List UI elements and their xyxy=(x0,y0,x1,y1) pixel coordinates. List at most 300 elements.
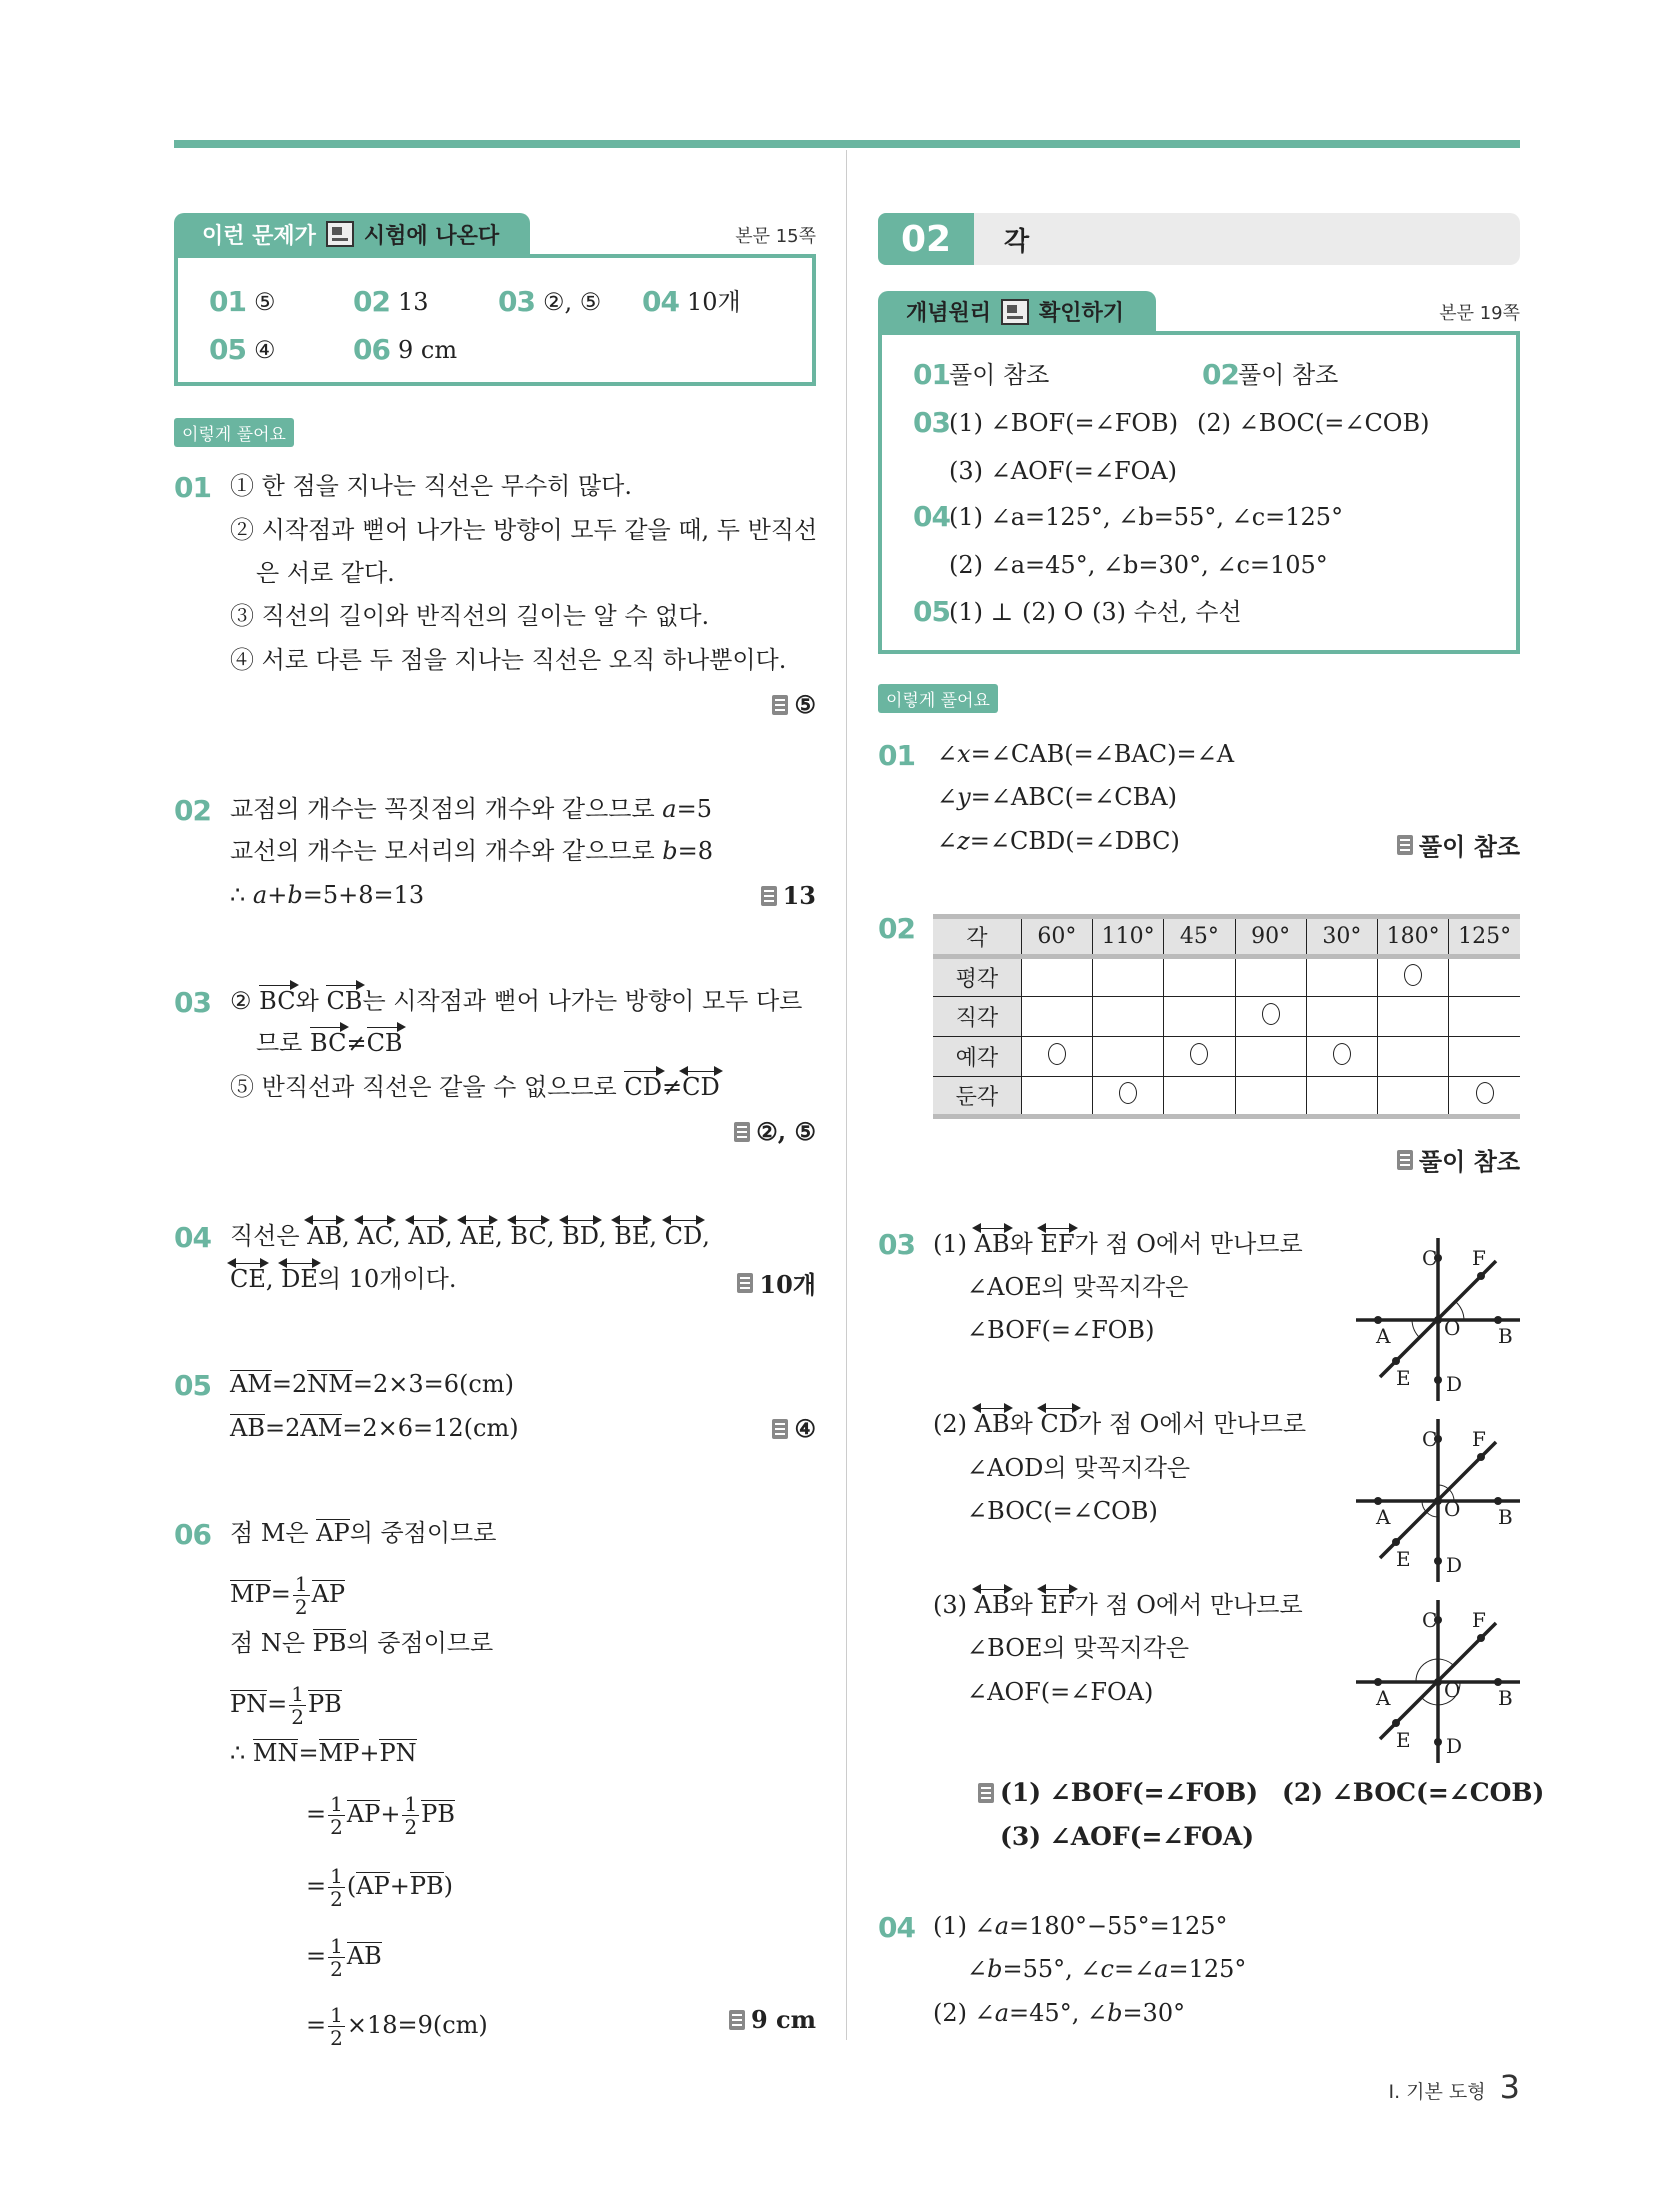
ray-notation xyxy=(624,1074,662,1100)
circle-mark xyxy=(1190,1043,1208,1065)
answer-mark xyxy=(737,1265,816,1300)
segment-notation: PB xyxy=(308,1690,342,1718)
text-segment: =∠CAB(=∠BAC)=∠A xyxy=(970,740,1235,768)
notation-letters: CD xyxy=(664,1222,703,1250)
text-segment: 교선의 개수는 모서리의 개수와 같으므로 xyxy=(230,837,663,865)
item-number: 05 xyxy=(913,595,950,628)
point-label: D xyxy=(1446,1734,1463,1758)
solution-line xyxy=(933,1229,1303,1259)
point-label: B xyxy=(1498,1686,1513,1710)
item-number: 04 xyxy=(913,500,950,533)
segment-notation: NM xyxy=(307,1370,353,1398)
answer-mark xyxy=(761,881,816,910)
text-segment: , xyxy=(702,1222,710,1250)
solution-line xyxy=(230,794,712,824)
item-number: 03 xyxy=(878,1228,915,1261)
table-cell xyxy=(1021,1077,1092,1117)
arrowhead-right xyxy=(643,1215,652,1225)
segment-notation: AM xyxy=(300,1414,343,1442)
item-number: 02 xyxy=(1202,358,1239,391)
point-label: O xyxy=(1444,1678,1461,1702)
text-segment: , xyxy=(265,1265,282,1293)
segment-notation: PB xyxy=(409,1872,444,1900)
circle-mark xyxy=(1333,1043,1351,1065)
answer-text: (3) ∠AOF(=∠FOA) xyxy=(1000,1822,1255,1851)
fraction xyxy=(289,1683,306,1728)
arrowhead-right xyxy=(356,980,365,990)
exam-tab xyxy=(174,213,530,255)
arrowhead-right xyxy=(340,1022,349,1032)
answer-icon xyxy=(737,1273,753,1293)
line-notation xyxy=(562,1223,599,1249)
answer-icon xyxy=(1397,835,1413,855)
summary-number: 03 xyxy=(498,285,535,318)
arrowhead-right xyxy=(312,1258,321,1268)
summary-number: 04 xyxy=(642,285,679,318)
ray-notation xyxy=(259,988,295,1014)
point-label: A xyxy=(1376,1324,1391,1348)
math-variable: a xyxy=(994,1912,1010,1940)
table-header-cell: 90° xyxy=(1235,917,1306,957)
notation-letters: CD xyxy=(1040,1410,1079,1438)
notation-letters: CD xyxy=(682,1073,720,1101)
text-segment: 가 점 O에서 만나므로 xyxy=(1074,1591,1303,1619)
text-segment: , xyxy=(342,1222,358,1250)
text-segment: , xyxy=(495,1222,511,1250)
arrowhead-right xyxy=(387,1215,396,1225)
solution-line xyxy=(230,1738,417,1768)
point-label: D xyxy=(1446,1553,1463,1577)
item-answer: 풀이 참조 xyxy=(1238,361,1339,389)
table-cell xyxy=(1164,997,1235,1037)
text-segment: ∠AOD의 맞꼭지각은 xyxy=(967,1454,1191,1482)
line-notation xyxy=(682,1074,720,1100)
text-segment: =2 xyxy=(264,1414,301,1442)
intersecting-lines-diagram xyxy=(1348,1595,1528,1770)
newspaper-icon xyxy=(326,221,354,247)
table-cell xyxy=(1377,957,1448,997)
item-number: 02 xyxy=(878,912,915,945)
point-label: E xyxy=(1396,1728,1411,1752)
segment-notation: AP xyxy=(316,1519,350,1547)
text-segment: ④ 서로 다른 두 점을 지나는 직선은 오직 하나뿐이다. xyxy=(230,646,787,674)
summary-number: 02 xyxy=(353,285,390,318)
segment-notation: PN xyxy=(379,1739,417,1767)
line-notation xyxy=(408,1223,445,1249)
text-segment: (2) ∠ xyxy=(933,1999,995,2027)
table-cell xyxy=(1449,1077,1520,1117)
item-number: 03 xyxy=(913,406,950,439)
denominator: 2 xyxy=(404,1815,418,1839)
math-variable: y xyxy=(957,783,971,811)
line-notation xyxy=(975,1231,1010,1257)
text-segment: = xyxy=(267,1690,288,1718)
line-notation xyxy=(510,1223,546,1249)
table-cell xyxy=(1235,1037,1306,1077)
solution-line xyxy=(937,826,1180,856)
math-variable: b xyxy=(987,1955,1003,1983)
table-cell xyxy=(1306,997,1377,1037)
line-notation xyxy=(975,1592,1010,1618)
circle-mark xyxy=(1262,1003,1280,1025)
answer-icon xyxy=(772,695,788,715)
answer-text: (1) ∠BOF(=∠FOB) xyxy=(1000,1778,1259,1807)
text-segment: ② 시작점과 뻗어 나가는 방향이 모두 같을 때, 두 반직선 xyxy=(230,516,818,544)
arrowhead-right xyxy=(696,1215,705,1225)
summary-number: 05 xyxy=(209,333,246,366)
point-label: F xyxy=(1472,1246,1486,1270)
table-header-cell: 125° xyxy=(1449,917,1520,957)
line-notation xyxy=(665,1223,703,1249)
circle-mark xyxy=(1404,964,1422,986)
answer-text: ④ xyxy=(794,1414,816,1443)
denominator: 2 xyxy=(330,1957,343,1981)
arrowhead-right xyxy=(1004,1403,1013,1413)
solution-line xyxy=(230,645,786,675)
row-label: 평각 xyxy=(933,957,1021,997)
text-segment: 교점의 개수는 꼭짓점의 개수와 같으므로 xyxy=(230,795,663,823)
point-label: C xyxy=(1422,1427,1438,1451)
denominator: 2 xyxy=(294,1595,308,1619)
intersecting-lines-diagram xyxy=(1348,1233,1528,1408)
table-cell xyxy=(1093,997,1164,1037)
solution-line xyxy=(230,471,632,501)
table-cell xyxy=(1235,957,1306,997)
text-segment: =125° xyxy=(1168,1955,1247,1983)
solution-badge: 이렇게 풀어요 xyxy=(174,418,294,447)
arrowhead-right xyxy=(541,1215,550,1225)
notation-letters: AB xyxy=(974,1230,1010,1258)
text-segment: = xyxy=(306,1800,327,1828)
question-number: 04 xyxy=(878,1911,915,1944)
item-answer: (1) ∠a=125°, ∠b=55°, ∠c=125° xyxy=(949,503,1344,531)
text-segment: ∠BOC(=∠COB) xyxy=(967,1497,1158,1525)
notation-letters: AB xyxy=(974,1591,1010,1619)
table-row xyxy=(933,957,1520,997)
text-segment: 점 N은 xyxy=(230,1629,313,1657)
solution-line xyxy=(967,1633,1189,1663)
solution-line xyxy=(230,1413,519,1443)
table-cell xyxy=(1377,1077,1448,1117)
text-segment: (2) xyxy=(933,1410,975,1438)
text-segment: + xyxy=(359,1739,380,1767)
segment-notation: AB xyxy=(346,1942,382,1970)
answer-text: (2) ∠BOC(=∠COB) xyxy=(1282,1778,1545,1807)
table-cell xyxy=(1306,957,1377,997)
text-segment: ∴ xyxy=(230,881,253,909)
notation-letters: CD xyxy=(624,1073,662,1101)
point-label: O xyxy=(1444,1316,1461,1340)
question-number: 06 xyxy=(174,1518,211,1551)
arrowhead-right xyxy=(714,1066,723,1076)
arrowhead-right xyxy=(290,980,299,990)
table-cell xyxy=(1093,1077,1164,1117)
notation-letters: CB xyxy=(326,987,363,1015)
text-segment: 와 xyxy=(1009,1410,1041,1438)
ray-notation xyxy=(310,1030,346,1056)
point-label: C xyxy=(1422,1608,1438,1632)
summary-number: 06 xyxy=(353,333,390,366)
solution-line xyxy=(230,601,709,631)
segment-notation: PN xyxy=(230,1690,268,1718)
text-segment: ∠ xyxy=(967,1955,988,1983)
item-answer: (2) ∠a=45°, ∠b=30°, ∠c=105° xyxy=(949,551,1328,579)
table-cell xyxy=(1449,1037,1520,1077)
arrowhead-right xyxy=(1072,1403,1081,1413)
section-number: 02 xyxy=(878,213,974,265)
text-segment: (1) xyxy=(933,1230,975,1258)
denominator: 2 xyxy=(330,1887,343,1911)
page-ref: 본문 15쪽 xyxy=(735,226,816,247)
fraction xyxy=(328,1935,345,1980)
solution-line xyxy=(230,1369,514,1399)
notation-letters: AB xyxy=(974,1410,1010,1438)
arrowhead-right xyxy=(656,1066,665,1076)
notation-letters: AB xyxy=(307,1222,343,1250)
solution-line xyxy=(967,1954,1246,1984)
notation-letters: AD xyxy=(408,1222,445,1250)
line-notation xyxy=(1040,1411,1078,1437)
solution-line xyxy=(230,1628,493,1658)
text-segment: 의 중점이므로 xyxy=(346,1629,494,1657)
math-variable: c xyxy=(1100,1955,1114,1983)
answer-icon xyxy=(734,1122,750,1142)
numerator: 1 xyxy=(294,1572,308,1596)
row-label: 예각 xyxy=(933,1037,1021,1077)
checklist-icon xyxy=(1001,299,1029,325)
line-notation xyxy=(357,1223,393,1249)
arrowhead-right xyxy=(260,1258,269,1268)
item-answer: 풀이 참조 xyxy=(949,361,1050,389)
text-segment: 와 xyxy=(1009,1591,1041,1619)
solution-line xyxy=(230,836,713,866)
point-label: B xyxy=(1498,1324,1513,1348)
point-label: O xyxy=(1444,1497,1461,1521)
question-number: 01 xyxy=(878,739,915,772)
table-cell xyxy=(1449,957,1520,997)
answer-mark xyxy=(978,1778,1544,1807)
text-segment: = xyxy=(306,1872,327,1900)
segment-notation: AM xyxy=(230,1370,272,1398)
fraction xyxy=(328,1865,345,1910)
table-header-row xyxy=(933,917,1520,957)
text-segment: 므로 xyxy=(256,1029,310,1057)
solution-line xyxy=(256,558,395,588)
solution-line xyxy=(230,1683,342,1728)
solution-line xyxy=(306,1935,382,1980)
arrowhead-right xyxy=(1004,1584,1013,1594)
text-segment: ① 한 점을 지나는 직선은 무수히 많다. xyxy=(230,472,632,500)
solution-line xyxy=(306,1865,453,1910)
text-segment: =2 xyxy=(271,1370,308,1398)
table-header-cell: 각 xyxy=(933,917,1021,957)
fraction xyxy=(402,1793,419,1838)
item-answer: (2) ∠BOC(=∠COB) xyxy=(1197,409,1430,437)
text-segment: ∴ xyxy=(230,1739,253,1767)
text-segment: ∠AOE의 맞꼭지각은 xyxy=(967,1273,1189,1301)
notation-letters: EF xyxy=(1040,1230,1075,1258)
answer-icon xyxy=(761,886,777,906)
answer-text: 10개 xyxy=(759,1270,816,1299)
text-segment: 와 xyxy=(295,987,327,1015)
circle-mark xyxy=(1048,1043,1066,1065)
arrowhead-right xyxy=(1069,1584,1078,1594)
segment-notation: AP xyxy=(311,1580,346,1608)
line-notation xyxy=(460,1223,495,1249)
answer-text: 풀이 참조 xyxy=(1418,832,1520,861)
text-segment: ∠ xyxy=(937,783,958,811)
text-segment: , xyxy=(649,1222,665,1250)
line-notation xyxy=(307,1223,342,1249)
solution-line xyxy=(933,1409,1306,1439)
segment-notation: MP xyxy=(318,1739,360,1767)
text-segment: 직선은 xyxy=(230,1222,308,1250)
arrowhead-left xyxy=(679,1066,688,1076)
angle-classification-table xyxy=(933,914,1520,1119)
segment-notation: AB xyxy=(230,1414,265,1442)
text-segment: (3) xyxy=(933,1591,975,1619)
segment-notation: PB xyxy=(312,1629,347,1657)
item-answer: (3) ∠AOF(=∠FOA) xyxy=(949,457,1177,485)
solution-line xyxy=(967,1272,1188,1302)
arrowhead-left xyxy=(507,1215,516,1225)
table-cell xyxy=(1093,957,1164,997)
solution-line xyxy=(967,1496,1158,1526)
summary-answer: ④ xyxy=(254,336,276,364)
notation-letters: BC xyxy=(310,1029,347,1057)
denominator: 2 xyxy=(330,1815,343,1839)
summary-answer: 9 cm xyxy=(398,336,458,364)
row-label: 둔각 xyxy=(933,1077,1021,1117)
table-cell xyxy=(1235,997,1306,1037)
table-cell xyxy=(1021,1037,1092,1077)
solution-line xyxy=(967,1677,1153,1707)
summary-number: 01 xyxy=(209,285,246,318)
table-header-cell: 30° xyxy=(1306,917,1377,957)
ray-notation xyxy=(326,988,362,1014)
segment-notation: AP xyxy=(346,1800,381,1828)
line-notation xyxy=(614,1223,649,1249)
text-segment: ② xyxy=(230,987,260,1015)
table-cell xyxy=(1164,1077,1235,1117)
arrowhead-right xyxy=(489,1215,498,1225)
question-number: 05 xyxy=(174,1369,211,1402)
answer-mark xyxy=(734,1117,816,1146)
section-title: 각 xyxy=(974,213,1520,265)
answer-mark xyxy=(772,1414,816,1443)
arrowhead-left xyxy=(972,1584,981,1594)
tab-label: 개념원리 xyxy=(906,301,992,326)
table-cell xyxy=(1164,957,1235,997)
answer-mark xyxy=(729,2005,816,2034)
solution-line xyxy=(230,515,817,545)
text-segment: ×18=9(cm) xyxy=(346,2011,488,2039)
math-variable: a xyxy=(994,1999,1010,2027)
concept-tab xyxy=(878,291,1156,332)
table-cell xyxy=(1164,1037,1235,1077)
table-row xyxy=(933,997,1520,1037)
segment-notation: PB xyxy=(421,1800,455,1828)
tab-label: 이런 문제가 xyxy=(202,223,316,249)
segment-notation: AP xyxy=(356,1872,390,1900)
notation-letters: EF xyxy=(1040,1591,1075,1619)
math-variable: x xyxy=(957,740,971,768)
arrowhead-left xyxy=(559,1215,568,1225)
question-number: 04 xyxy=(174,1221,211,1254)
text-segment: + xyxy=(267,881,288,909)
arrowhead-right xyxy=(1004,1223,1013,1233)
column-divider xyxy=(846,150,847,2040)
ray-notation xyxy=(367,1030,403,1056)
arrowhead-left xyxy=(662,1215,671,1225)
text-segment: =5+8=13 xyxy=(302,881,425,909)
table-header-cell: 45° xyxy=(1164,917,1235,957)
line-notation xyxy=(975,1411,1010,1437)
arrowhead-left xyxy=(1037,1584,1046,1594)
solution-line xyxy=(933,1590,1303,1620)
arrowhead-right xyxy=(1069,1223,1078,1233)
arrowhead-left xyxy=(227,1258,236,1268)
text-segment: =∠ xyxy=(1113,1955,1155,1983)
numerator: 1 xyxy=(404,1792,418,1816)
arrowhead-left xyxy=(611,1215,620,1225)
answer-icon xyxy=(772,1419,788,1439)
solution-line xyxy=(256,1028,403,1058)
point-label: E xyxy=(1396,1366,1411,1390)
text-segment: ∠AOF(=∠FOA) xyxy=(967,1678,1154,1706)
answer-text: 9 cm xyxy=(750,2005,816,2034)
numerator: 1 xyxy=(330,1792,343,1816)
summary-answer: 10개 xyxy=(687,288,741,316)
table-row xyxy=(933,1037,1520,1077)
answer-text: 13 xyxy=(782,881,816,910)
point-label: F xyxy=(1472,1608,1486,1632)
text-segment: 는 시작점과 뻗어 나가는 방향이 모두 다르 xyxy=(362,987,803,1015)
table-cell xyxy=(1306,1037,1377,1077)
solution-line xyxy=(230,1072,720,1102)
notation-letters: BC xyxy=(259,987,296,1015)
answer-icon xyxy=(978,1783,994,1803)
table-cell xyxy=(1021,957,1092,997)
math-variable: b xyxy=(287,881,303,909)
text-segment: 의 10개이다. xyxy=(317,1265,457,1293)
text-segment: ∠ xyxy=(937,827,958,855)
table-header-cell: 180° xyxy=(1377,917,1448,957)
notation-letters: CE xyxy=(230,1265,266,1293)
tab-label: 확인하기 xyxy=(1039,301,1125,326)
point-label: A xyxy=(1376,1686,1391,1710)
fraction xyxy=(328,1793,345,1838)
chapter-label: I. 기본 도형 xyxy=(1388,2081,1486,2103)
answer-mark xyxy=(1397,827,1520,862)
solution-line xyxy=(937,782,1177,812)
text-segment: (1) ∠ xyxy=(933,1912,995,1940)
table-row xyxy=(933,1077,1520,1117)
text-segment: = xyxy=(298,1739,319,1767)
solution-line xyxy=(933,1911,1228,1941)
summary-answer: 13 xyxy=(398,288,429,316)
solution-line xyxy=(933,1998,1185,2028)
text-segment: 와 xyxy=(1009,1230,1041,1258)
table-cell xyxy=(1093,1037,1164,1077)
math-variable: a xyxy=(662,795,677,823)
arrowhead-left xyxy=(1037,1223,1046,1233)
point-label: F xyxy=(1472,1427,1486,1451)
summary-answer: ②, ⑤ xyxy=(543,288,602,316)
answer-mark xyxy=(772,690,816,719)
notation-letters: AE xyxy=(460,1222,496,1250)
math-variable: b xyxy=(1107,1999,1123,2027)
